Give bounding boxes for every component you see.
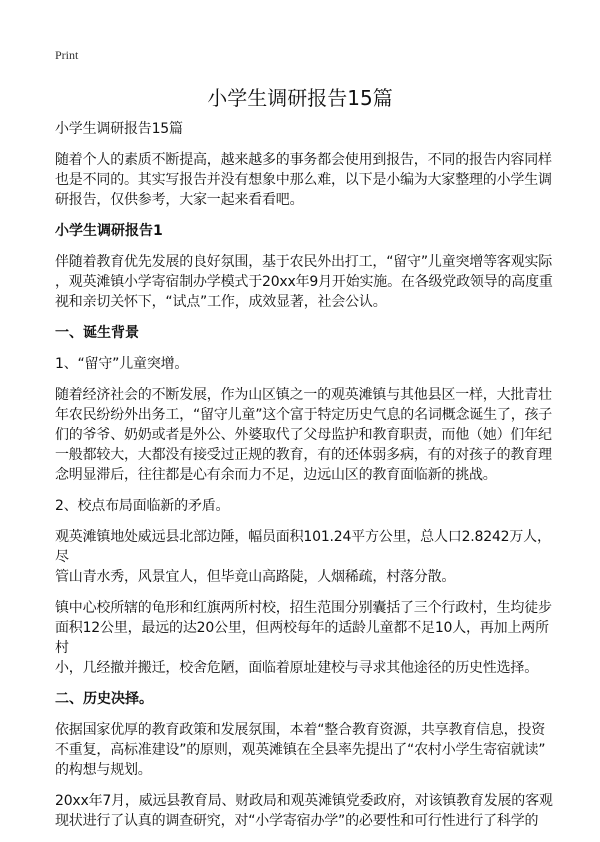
- section-heading-report-1: 小学生调研报告1: [55, 223, 163, 239]
- subheading-item-1: 1、“留守”儿童突增。: [55, 356, 189, 372]
- document-body: [55, 119, 555, 842]
- section-heading-history: 二、历史决择。: [55, 691, 153, 707]
- print-link[interactable]: Print: [55, 48, 79, 62]
- paragraph: 镇中心校所辖的龟形和红旗两所村校，招生范围分别囊括了三个行政村，生均徒步 面积12公里，最远的达20公里，但两校每年的适龄儿童都不足10人，再加上两所村 小，几经撤并搬迁，校舍危陋，面临着原址建校与寻求其他途径的历史性选择。: [55, 600, 552, 676]
- section-heading-background: 一、诞生背景: [55, 325, 139, 341]
- paragraph: 随着经济社会的不断发展，作为山区镇之一的观英滩镇与其他县区一样，大批青壮 年农民纷纷外出务工，“留守儿童”这个富于特定历史气息的名词概念诞生了，孩子 们的爷爷、奶奶或者是外公、外婆取代了父母监护和教育职责，而他（她）们年纪 一般都较大，大都没有接受过正规的教育，有的还体弱多病，有的对孩子的教育理 念明显滞后，往往都是心有余而力不足，边远山区的教育面临新的挑战。: [55, 387, 553, 483]
- subheading-item-2: 2、校点布局面临新的矛盾。: [55, 498, 230, 514]
- intro-paragraph: 随着个人的素质不断提高，越来越多的事务都会使用到报告，不同的报告内容同样 也是不同的。其实写报告并没有想象中那么难，以下是小编为大家整理的小学生调 研报告，仅供参考，大家一起来看看吧。: [55, 152, 552, 208]
- paragraph: 观英滩镇地处威远县北部边陲，幅员面积101.24平方公里，总人口2.8242万人，尽 管山青水秀，风景宜人，但毕竟山高路陡，人烟稀疏，村落分散。: [55, 529, 551, 585]
- document-title: 小学生调研报告15篇: [207, 86, 393, 110]
- paragraph: 20xx年7月，威远县教育局、财政局和观英滩镇党委政府，对该镇教育发展的客观 现状进行了认真的调查研究，对“小学寄宿办学”的必要性和可行性进行了科学的: [55, 793, 553, 829]
- subtitle: 小学生调研报告15篇: [55, 121, 183, 137]
- paragraph: 伴随着教育优先发展的良好氛围，基于农民外出打工，“留守”儿童突增等客观实际 ，观英滩镇小学寄宿制办学模式于20xx年9月开始实施。在各级党政领导的高度重 视和亲切关怀下，“试点”工作，成效显著，社会公认。: [55, 254, 553, 310]
- paragraph: 依据国家优厚的教育政策和发展氛围，本着“整合教育资源，共享教育信息，投资 不重复，高标准建设”的原则，观英滩镇在全县率先提出了“农村小学生寄宿就读” 的构想与规划。: [55, 722, 546, 778]
